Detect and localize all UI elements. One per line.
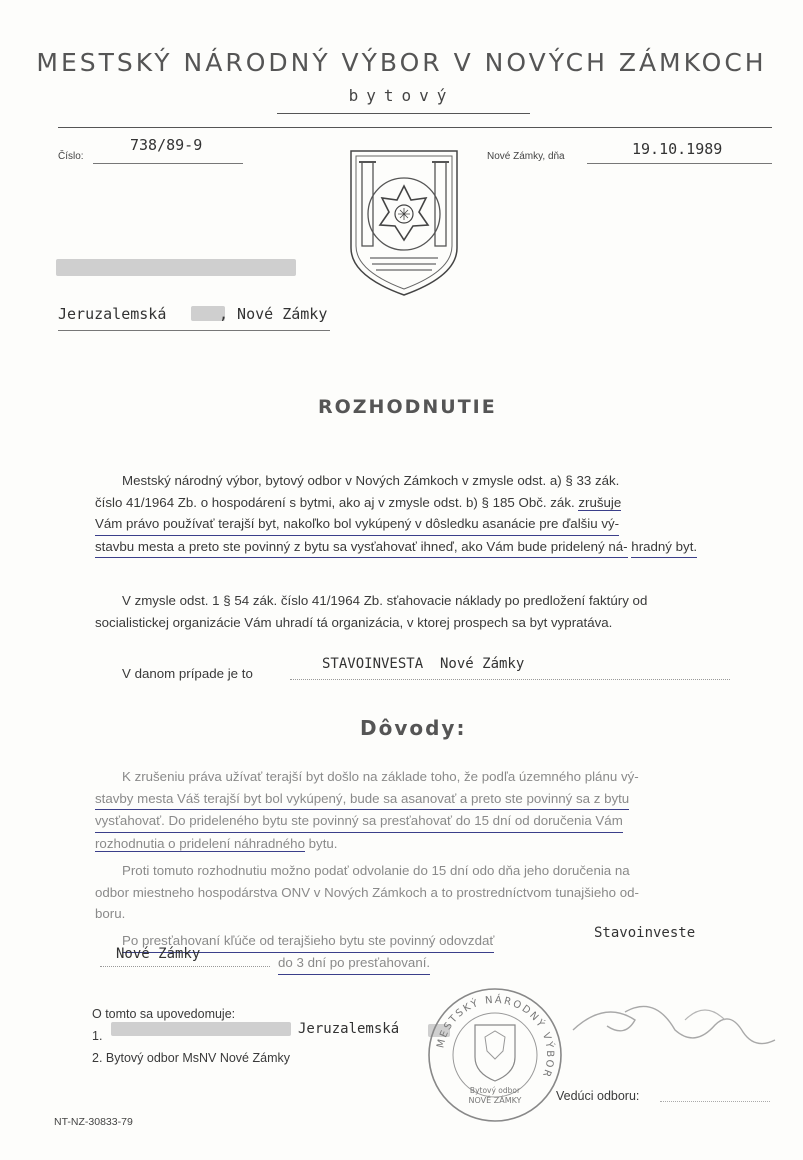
number-label: Číslo: <box>58 151 84 162</box>
decision-title: ROZHODNUTIE <box>318 396 497 418</box>
decision-paragraph <box>95 470 745 558</box>
notify-label: O tomto sa upovedomuje: <box>92 1007 236 1021</box>
notify-item1-number: 1. <box>92 1029 103 1043</box>
underlined-verb: zrušuje <box>578 494 622 510</box>
underlined-line: vysťahovať. Do prideleného bytu ste povinný sa presťahovať do 15 dní od doručenia Vám <box>95 810 623 833</box>
signature-dotted-line <box>660 1101 770 1102</box>
addressee-underline <box>58 330 330 331</box>
text-line <box>95 492 745 514</box>
text-line: odbor miestneho hospodárstva ONV v Nových Zámkoch a to prostredníctvom tunajšieho od- <box>95 884 639 900</box>
addressee-street: Jeruzalemská <box>58 305 167 323</box>
stamp-inner-line2: NOVÉ ZÁMKY <box>468 1096 522 1105</box>
coat-of-arms-emblem <box>348 148 460 298</box>
signature-label: Vedúci odboru: <box>556 1089 640 1103</box>
number-underline <box>93 163 243 164</box>
text-line: socialistickej organizácie Vám uhradí tá organizácia, v ktorej prospech sa byt vypratáva. <box>95 614 613 630</box>
redacted-addressee-name <box>56 259 296 276</box>
stamp-inner-line1: Bytový odbor <box>469 1086 521 1095</box>
decision-paragraph-costs <box>95 590 745 633</box>
department-underline <box>277 113 530 114</box>
text-line: K zrušeniu práva užívať terajší byt došlo na základe toho, že podľa územného plánu vý- <box>122 769 639 784</box>
reasons-paragraph <box>95 766 745 854</box>
text-span: bytu. <box>304 835 338 851</box>
addressee-city: , Nové Zámky <box>219 305 328 323</box>
text-line: Proti tomuto rozhodnutiu možno podať odvolanie do 15 dní odo dňa jeho doručenia na <box>122 863 630 878</box>
date-underline <box>587 163 772 164</box>
keys-deadline: do 3 dní po presťahovaní. <box>278 952 430 975</box>
underlined-line: stavbu mesta a preto ste povinný z bytu sa vysťahovať ihneď, ako Vám bude pridelený ná- <box>95 536 628 559</box>
place-date-label: Nové Zámky, dňa <box>487 151 565 162</box>
underlined-line: stavby mesta Váš terajší byt bol vykúpený, bude sa asanovať a preto ste povinný sa z bytu <box>95 788 629 811</box>
case-dotted-line <box>290 679 730 680</box>
notify-item2: 2. Bytový odbor MsNV Nové Zámky <box>92 1051 290 1065</box>
keys-dotted-line <box>100 966 270 967</box>
date-value: 19.10.1989 <box>632 140 723 158</box>
keys-line: Po presťahovaní kľúče od terajšieho bytu ste povinný odovzdať <box>122 930 494 953</box>
underlined-span: rozhodnutia o pridelení náhradného <box>95 835 305 851</box>
underlined-line: Vám právo používať terajší byt, nakoľko bol vykúpený v dôsledku asanácie pre ďalšiu vý- <box>95 513 619 536</box>
handwritten-signature <box>565 990 785 1060</box>
text-span: číslo 41/1964 Zb. o hospodárení s bytmi, ako aj v zmysle odst. b) § 185 Obč. zák. <box>95 494 579 510</box>
case-value: STAVOINVESTA Nové Zámky <box>322 656 525 672</box>
stamp-ring-text: MESTSKÝ NÁRODNÝ VÝBOR <box>435 994 556 1080</box>
text-line: V zmysle odst. 1 § 54 zák. číslo 41/1964 Zb. sťahovacie náklady po predložení faktúry od <box>122 593 648 608</box>
text-line: Mestský národný výbor, bytový odbor v Nových Zámkoch v zmysle odst. a) § 33 zák. <box>122 473 620 488</box>
text-line: boru. <box>95 906 126 921</box>
redacted-recipient-name <box>111 1022 291 1036</box>
case-label: V danom prípade je to <box>122 666 253 681</box>
form-code: NT-NZ-30833-79 <box>54 1116 133 1128</box>
department-name: bytový <box>348 86 455 105</box>
appeal-paragraph <box>95 860 745 925</box>
underlined-line: hradný byt. <box>631 536 697 559</box>
header-divider <box>58 127 772 128</box>
reasons-title: Dôvody: <box>360 716 467 740</box>
institution-title: MESTSKÝ NÁRODNÝ VÝBOR V NOVÝCH ZÁMKOCH <box>36 48 767 77</box>
notify-item1-street: Jeruzalemská <box>298 1021 400 1037</box>
keys-recipient-typed: Stavoinveste <box>594 925 696 941</box>
text-line <box>95 833 745 855</box>
official-round-stamp <box>425 985 565 1125</box>
keys-recipient-city-typed: Nové Zámky <box>116 946 201 962</box>
number-value: 738/89-9 <box>130 136 203 154</box>
